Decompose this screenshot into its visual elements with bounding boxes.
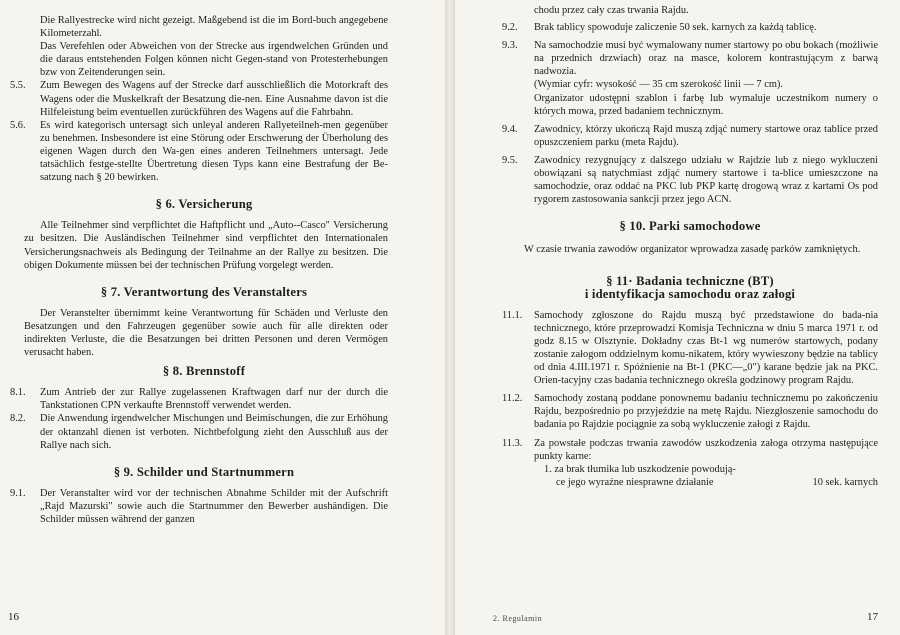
item-number: 8.1. bbox=[10, 387, 26, 399]
item-number: 9.5. bbox=[502, 154, 518, 166]
item-text: Zawodnicy rezygnujący z dalszego udziału w Rajdzie lub z niego wykluczeni obowiązani są natychmiast zdjąć numery startowe i ta-blice umieszczone na samochodzie, oraz oddać na PKC lub PKP kartę drogową wraz z kartami Os pod rygorem zastosowania sankcji przez jego ACN. bbox=[534, 154, 878, 206]
item-text: Samochody zostaną poddane ponownemu badaniu technicznemu po zakończeniu Rajdu, bezpośrednio po przyjeździe na metę Rajdu. Niezgłoszenie samochodu do badania po Rajdzie pociągnie za sobą wykluczenie załogi z Rajdu. bbox=[534, 393, 878, 431]
item-text: Zum Bewegen des Wagens auf der Strecke darf ausschließlich die Motorkraft des Wagens oder die Muskelkraft der Besatzung die-nen. Eine Ausnahme davon ist die Hilfeleistung beim eventuellen zurückführen des Wagens auf die Fahrbahn. bbox=[40, 80, 388, 118]
list-item bbox=[10, 487, 388, 526]
item-text: Zum Antrieb der zur Rallye zugelassenen Kraftwagen darf nur der durch die Tankstationen CPN verkaufte Brennstoff verwendet werden. bbox=[40, 387, 388, 412]
list-item bbox=[10, 79, 388, 118]
item-number: 9.4. bbox=[502, 123, 518, 135]
sub-item-line: ce jego wyraźne niesprawne działanie bbox=[556, 476, 714, 488]
item-number: 11.1. bbox=[502, 309, 523, 321]
items-top bbox=[10, 79, 388, 184]
items-9-cont bbox=[502, 21, 878, 206]
list-item bbox=[10, 386, 388, 412]
right-page bbox=[455, 0, 900, 635]
left-page bbox=[0, 0, 445, 635]
item-number: 11.3. bbox=[502, 437, 523, 449]
section-heading: § 9. Schilder und Startnummern bbox=[113, 464, 295, 479]
list-item bbox=[502, 123, 878, 149]
item-number: 9.2. bbox=[502, 22, 518, 34]
sub-item-line: 1. za brak tłumika lub uszkodzenie powodują- bbox=[544, 463, 736, 475]
penalty-text: 10 sek. karnych bbox=[812, 476, 878, 488]
list-item bbox=[502, 309, 878, 388]
item-text: Organizator udostępni szablon i farbę lub wymaluje uczestnikom numery o których mowa, przed badaniem technicznym. bbox=[534, 92, 878, 117]
item-text: (Wymiar cyfr: wysokość — 35 cm szerokość linii — 7 cm). bbox=[534, 79, 783, 91]
sub-item bbox=[534, 463, 878, 489]
items-8 bbox=[10, 386, 388, 451]
paragraph: Der Veranstelter übernimmt keine Verantwortung für Schäden und Verluste den Besatzungen und den Fahrzeugen gegenüber sowie auch für alle direkten oder indirekten Verluste, die die Besatzungen bei dritten Personen und deren Vermögen verusacht haben. bbox=[24, 307, 388, 359]
item-text: Der Veranstalter wird vor der technischen Abnahme Schilder mit der Aufschrift „Rajd Mazurski" sowie auch die Startnummer den Bewerber aushändigen. Die Schilder müssen während der ganzen bbox=[40, 487, 388, 525]
item-text: Samochody zgłoszone do Rajdu muszą być przedstawione do bada-nia technicznego, które przeprowadzi Komisja Techniczna w dniu 5 marca 1971 r. od godz 8.15 w Olsztynie. Dokładny czas Bt-1 wg numerów startowych, podany zostanie załogom oddzielnym komu-nikatem, który wywieszony będzie na tablicy od dnia 4.III.1971 r. Spóźnienie na Bt-1 (PKC—„0") karane będzie jak na PKC. Orien-tacyjny czas badania technicznego określa godzinowy program Rajdu. bbox=[534, 309, 878, 387]
intro-block bbox=[20, 14, 388, 79]
book-gutter bbox=[445, 0, 455, 635]
right-column bbox=[502, 4, 878, 489]
left-column bbox=[10, 14, 388, 526]
paragraph: W czasie trwania zawodów organizator wprowadza zasadę parków zamkniętych. bbox=[524, 244, 861, 256]
section-heading: § 10. Parki samochodowe bbox=[619, 219, 761, 234]
section-heading: i identyfikacja samochodu oraz załogi bbox=[584, 286, 796, 301]
item-number: 5.6. bbox=[10, 119, 26, 131]
list-item bbox=[502, 39, 878, 78]
list-item bbox=[502, 154, 878, 206]
page-number: 17 bbox=[867, 611, 878, 623]
page-footer: 2. Regulamin bbox=[493, 614, 543, 623]
list-item bbox=[534, 78, 878, 91]
section-heading: § 6. Versicherung bbox=[155, 197, 253, 212]
text-line: chodu przez cały czas trwania Rajdu. bbox=[534, 5, 689, 16]
list-item bbox=[10, 412, 388, 451]
item-text: Za powstałe podczas trwania zawodów uszkodzenia załoga otrzyma następujące punkty karne: bbox=[534, 437, 878, 462]
list-item bbox=[502, 392, 878, 431]
items-9 bbox=[10, 487, 388, 526]
section-heading: § 11· Badania techniczne (BT) bbox=[606, 273, 774, 288]
item-number: 9.1. bbox=[10, 487, 26, 499]
paragraph: Alle Teilnehmer sind verpflichtet die Haftpflicht und „Auto--Casco" Versicherung zu besitzen. Die Ausländischen Teilnehmer sind verpflichtet den Internationalen Versicherungsnachweis als Bedingung der Teilnahme an der Rallye zu besitzen. Die obigen Dokumente müssen bei der technischen Prüfung vorgelegt werden. bbox=[24, 220, 388, 271]
item-text: Die Anwendung irgendwelcher Mischungen und Beimischungen, die zur Erhöhung der oktanzahl dienen ist verboten. Nichtbefolgung zieht den Ausschluß aus der Rallye nach sich. bbox=[40, 413, 388, 451]
section-heading: § 7. Verantwortung des Veranstalters bbox=[100, 284, 308, 299]
text-line: Die Rallyestrecke wird nicht gezeigt. Maßgebend ist die im Bord-buch angegebene Kilometerzahl. bbox=[40, 15, 388, 40]
item-text: Brak tablicy spowoduje zaliczenie 50 sek. karnych za każdą tablicę. bbox=[534, 22, 817, 34]
item-number: 11.2. bbox=[502, 393, 523, 405]
page-number: 16 bbox=[8, 611, 19, 623]
list-item bbox=[502, 21, 878, 34]
item-number: 5.5. bbox=[10, 80, 26, 92]
item-text: Es wird kategorisch untersagt sich unleyal anderen Rallyeteilneh-men gegenüber zu benehmen. Insbesondere ist eine Störung oder Erschwerung der Überholung des eigenen Wagen durch den Wa-gen eines anderen Teilnehmers untersagt. Jede tatsächlich festge-stellte Übertretung diesen Typs kann eine Bestrafung der Be-satzung nach § 20 bewirken. bbox=[40, 119, 388, 184]
items-11 bbox=[502, 309, 878, 489]
list-item bbox=[502, 437, 878, 463]
item-number: 8.2. bbox=[10, 413, 26, 425]
item-number bbox=[502, 78, 534, 91]
item-text: Zawodnicy, którzy ukończą Rajd muszą zdjąć numery startowe oraz tablice przed opuszczeniem parku (meta Rajdu). bbox=[534, 123, 878, 148]
item-number bbox=[502, 92, 534, 118]
list-item bbox=[10, 119, 388, 184]
list-item bbox=[534, 92, 878, 118]
item-text: Na samochodzie musi być wymalowany numer startowy po obu bokach (możliwie na przednich drzwiach) oraz na masce, kolorem kontrastującym z barwą nadwozia. bbox=[534, 40, 878, 78]
item-number: 9.3. bbox=[502, 40, 518, 52]
section-heading: § 8. Brennstoff bbox=[162, 364, 246, 379]
text-line: Das Verefehlen oder Abweichen von der Strecke aus irgendwelchen Gründen und die daraus entstehenden Folgen können nicht Gegen-stand von Protesterhebungen bzw von Zeitenderungen sein. bbox=[40, 41, 388, 79]
